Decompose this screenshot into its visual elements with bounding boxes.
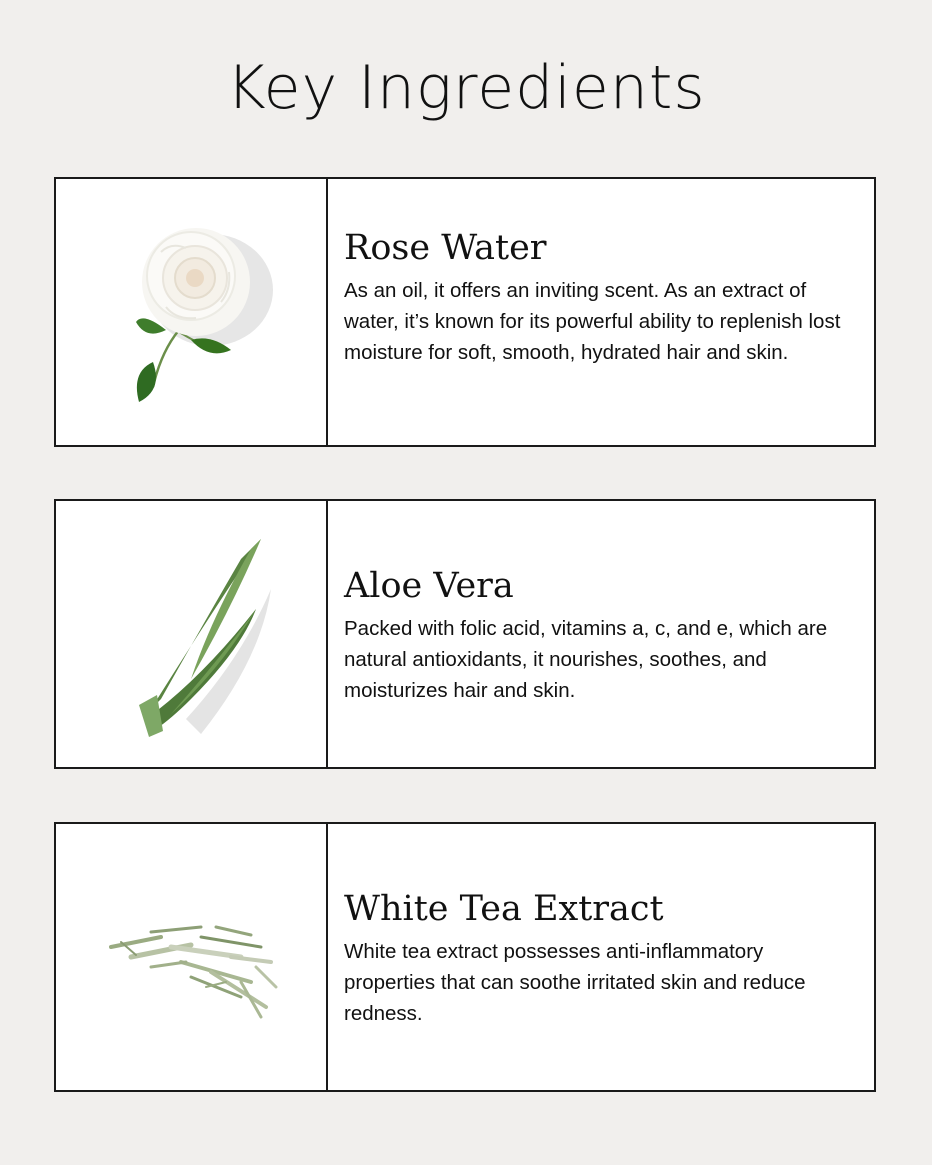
- ingredient-card-white-tea-extract: [54, 822, 876, 1092]
- ingredient-description: White tea extract possesses anti-inflammatory properties that can soothe irritated skin and reduce redness.: [344, 940, 806, 1025]
- ingredient-text: [328, 179, 874, 445]
- page-title: Key Ingredients: [226, 53, 706, 123]
- ingredient-image: [56, 824, 328, 1090]
- ingredient-image: [56, 179, 328, 445]
- ingredient-name: Rose Water: [344, 228, 547, 268]
- tea-leaves-icon: [91, 887, 291, 1027]
- ingredient-card-rose-water: [54, 177, 876, 447]
- ingredient-text: [328, 501, 874, 767]
- ingredient-image: [56, 501, 328, 767]
- ingredient-card-aloe-vera: [54, 499, 876, 769]
- aloe-leaf-icon: [91, 519, 291, 749]
- ingredient-name: Aloe Vera: [344, 566, 514, 606]
- ingredient-text: [328, 824, 874, 1090]
- ingredient-description: Packed with folic acid, vitamins a, c, and e, which are natural antioxidants, it nourishes, soothes, and moisturizes hair and skin.: [344, 617, 828, 702]
- rose-icon: [91, 212, 291, 412]
- ingredient-description: As an oil, it offers an inviting scent. As an extract of water, it’s known for its powerful ability to replenish lost moisture for soft, smooth, hydrated hair and skin.: [344, 279, 841, 364]
- ingredient-name: White Tea Extract: [344, 889, 664, 929]
